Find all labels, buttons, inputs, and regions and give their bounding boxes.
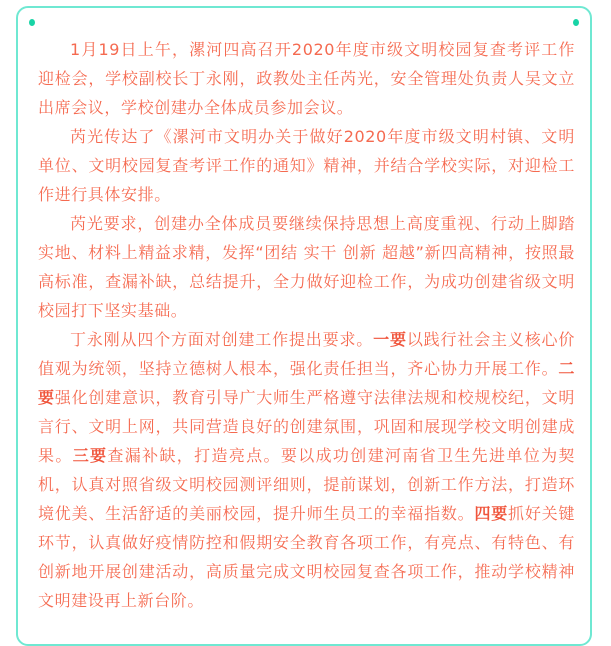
emphasis-text: 一要 (373, 330, 407, 349)
paragraph-text: 以践行社会主义核心价值观为统领，坚持立德树人根本，强化责任担当，齐心协力开展工作。 (38, 330, 575, 378)
emphasis-text: 四要 (474, 504, 509, 523)
article-body (38, 35, 575, 615)
article-card (16, 6, 592, 646)
paragraph (38, 35, 575, 122)
paragraph-text: 查漏补缺，打造亮点。要以成功创建河南省卫生先进单位为契机，认真对照省级文明校园测评细则，提前谋划，创新工作方法，打造环境优美、生活舒适的美丽校园，提升师生员工的幸福指数。 (38, 446, 576, 523)
decorative-dot-right (573, 19, 579, 26)
paragraph-text: 芮光传达了《漯河市文明办关于做好2020年度市级文明村镇、文明单位、文明校园复查考评工作的通知》精神，并结合学校实际，对迎检工作进行具体安排。 (38, 127, 575, 204)
paragraph-text: 1月19日上午，漯河四高召开2020年度市级文明校园复查考评工作迎检会，学校副校长丁永刚，政教处主任芮光，安全管理处负责人吴文立出席会议，学校创建办全体成员参加会议。 (38, 40, 575, 117)
paragraph-text: 丁永刚从四个方面对创建工作提出要求。 (70, 330, 374, 349)
emphasis-text: 二要 (38, 359, 575, 407)
paragraph-text: 抓好关键环节，认真做好疫情防控和假期安全教育各项工作，有亮点、有特色、有创新地开展创建活动，高质量完成文明校园复查各项工作，推动学校精神文明建设再上新台阶。 (38, 504, 575, 610)
emphasis-text: 三要 (72, 446, 108, 465)
paragraph (38, 209, 575, 325)
paragraph-text: 强化创建意识，教育引导广大师生严格遵守法律法规和校规校纪，文明言行、文明上网，共同营造良好的创建氛围，巩固和展现学校文明创建成果。 (38, 388, 575, 465)
paragraph (38, 122, 575, 209)
paragraph (38, 325, 575, 615)
paragraph-text: 芮光要求，创建办全体成员要继续保持思想上高度重视、行动上脚踏实地、材料上精益求精，发挥“团结 实干 创新 超越”新四高精神，按照最高标准，查漏补缺，总结提升，全力做好迎检工作，为成功创建省级文明校园打下坚实基础。 (38, 214, 575, 320)
decorative-dot-left (29, 19, 35, 26)
